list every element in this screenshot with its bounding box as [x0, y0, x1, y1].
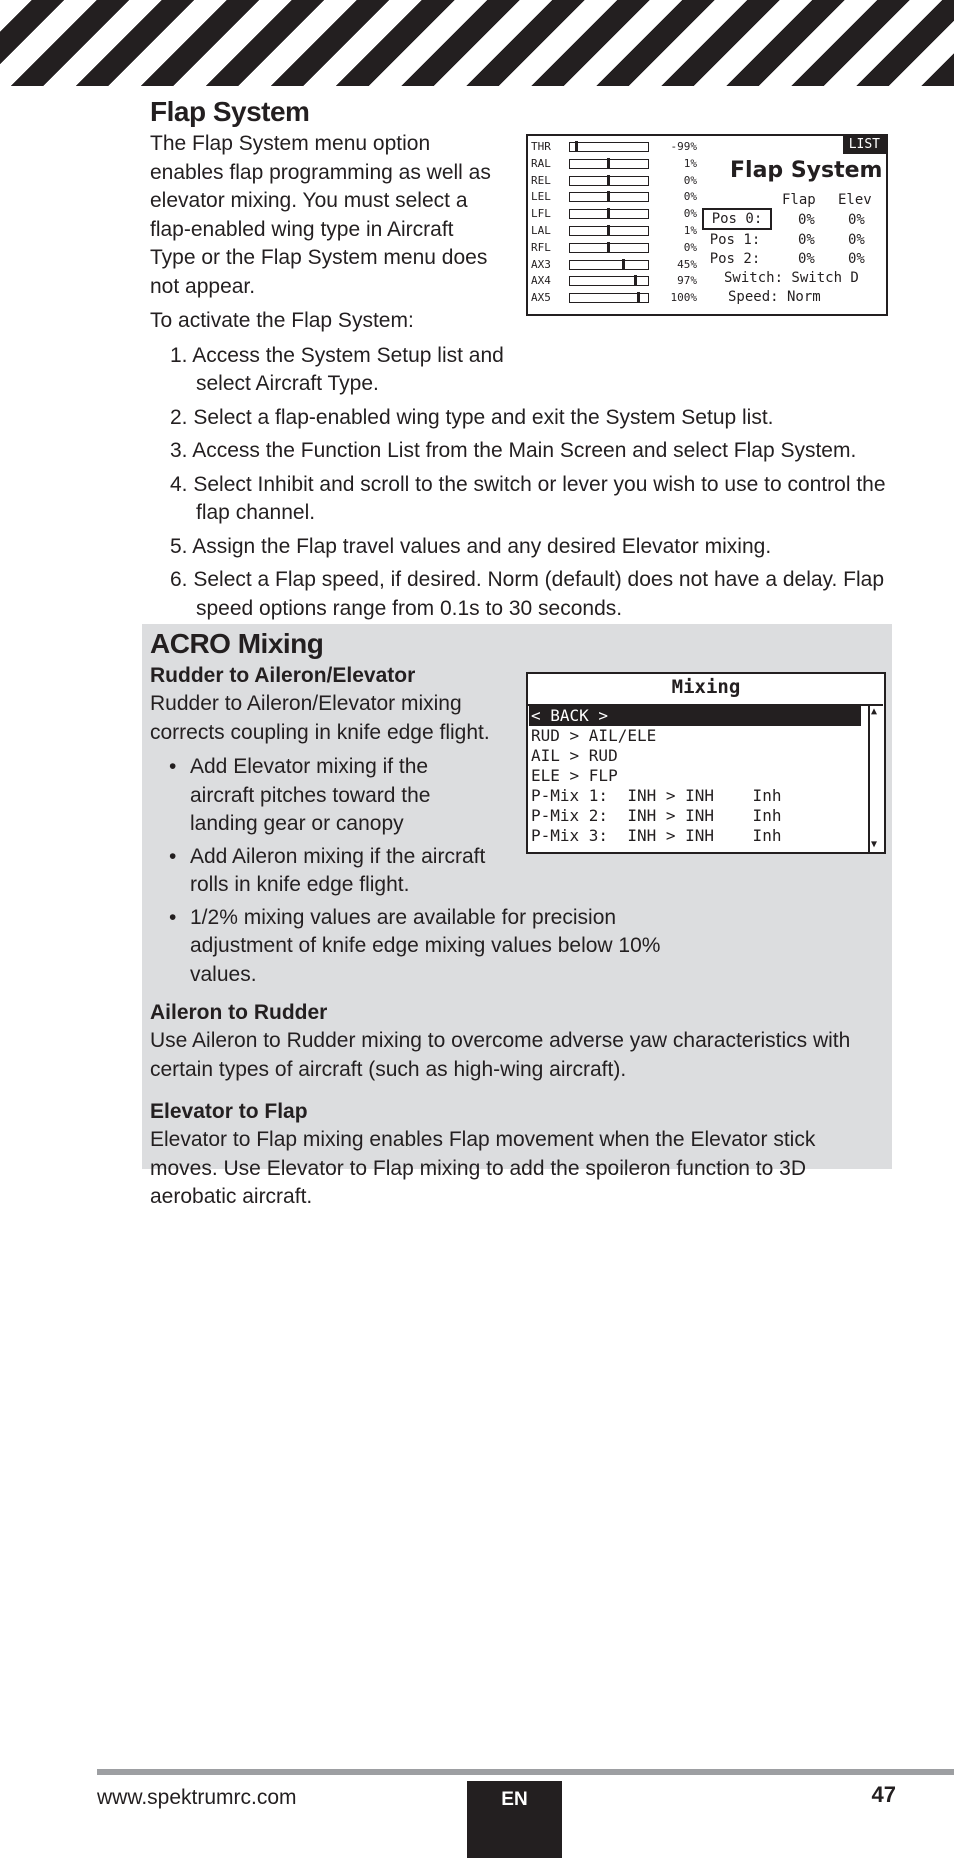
flap-activate-text: To activate the Flap System:: [150, 309, 414, 332]
channel-row: [531, 139, 701, 154]
pos-2-row: [698, 249, 884, 269]
flap-system-screen: [526, 134, 888, 316]
elev-column-header: Elev: [838, 192, 872, 208]
language-tab: EN: [467, 1781, 562, 1858]
pos-label: Pos 2:: [709, 251, 761, 267]
channel-row: [531, 290, 701, 305]
list-item: 2. Select a flap-enabled wing type and exit the System Setup list.: [170, 405, 774, 429]
channel-name: AX5: [531, 291, 551, 305]
pos-elev-value: 0%: [848, 251, 865, 267]
list-item: 4. Select Inhibit and scroll to the switch or lever you wish to use to control the flap channel.: [170, 472, 886, 524]
channel-marker: [622, 259, 625, 269]
pos-flap-value: 0%: [798, 251, 815, 267]
channel-marker: [575, 141, 578, 151]
channel-value: 1%: [683, 224, 697, 237]
list-item: • 1/2% mixing values are available for precision adjustment of knife edge mixing values below 10% values.: [169, 905, 661, 986]
channel-bar: [569, 159, 649, 169]
list-item: • Add Elevator mixing if the aircraft pitches toward the landing gear or canopy: [169, 755, 431, 835]
channel-name: RAL: [531, 156, 551, 170]
channel-value: 1%: [683, 156, 697, 170]
channel-name: AX3: [531, 257, 551, 271]
channel-name: LEL: [531, 190, 551, 204]
pos-flap-value: 0%: [798, 212, 815, 228]
mixing-screen: [526, 672, 886, 854]
list-item: 1. Access the System Setup list and select Aircraft Type.: [170, 343, 504, 395]
speed-setting: Speed: Norm: [728, 289, 821, 305]
channel-row: [531, 240, 701, 255]
elevator-to-flap-text: Elevator to Flap mixing enables Flap movement when the Elevator stick moves. Use Elevator to Flap mixing to add the spoileron function to 3D aerobatic aircraft.: [150, 1128, 816, 1208]
pos-elev-value: 0%: [848, 212, 865, 228]
list-item: 3. Access the Function List from the Main Screen and select Flap System.: [170, 439, 857, 462]
acro-mixing-heading: ACRO Mixing: [150, 628, 324, 659]
mix-row: ELE > FLP: [531, 766, 618, 785]
channel-row: [531, 223, 701, 238]
mix-row: P-Mix 3: INH > INH Inh: [531, 826, 782, 845]
channel-bar: [569, 260, 649, 270]
scrollbar: [868, 705, 884, 852]
channel-value: 0%: [683, 173, 697, 187]
pos-0-row: [698, 210, 884, 230]
channel-value: 97%: [677, 274, 697, 288]
pos-elev-value: 0%: [848, 232, 865, 248]
list-tag: LIST: [843, 136, 886, 154]
channel-marker: [607, 208, 610, 218]
pos-label: Pos 1:: [709, 232, 761, 248]
channel-bar: [569, 243, 649, 253]
rudder-to-aileron-heading: Rudder to Aileron/Elevator: [150, 664, 416, 687]
channel-marker: [607, 175, 610, 185]
channel-name: RFL: [531, 240, 551, 254]
footer-rule: [97, 1769, 954, 1775]
mixing-screen-title: Mixing: [671, 676, 741, 698]
channel-bar: [569, 176, 649, 186]
list-item: 5. Assign the Flap travel values and any desired Elevator mixing.: [170, 534, 772, 558]
channel-value: -99%: [670, 140, 697, 153]
channel-row: [531, 173, 701, 188]
flap-system-intro: The Flap System menu option enables flap programming as well as elevator mixing. You must select a flap-enabled wing type in Aircraft Type or the Flap System menu does not appear.: [150, 132, 491, 298]
list-item: • Add Aileron mixing if the aircraft rolls in knife edge flight.: [169, 844, 486, 896]
channel-bar: [569, 209, 649, 219]
channel-bar: [569, 293, 649, 303]
mix-row: AIL > RUD: [531, 746, 618, 765]
channel-marker: [607, 191, 610, 201]
channel-bar: [569, 142, 649, 152]
channel-name: LAL: [531, 224, 551, 237]
scroll-down-icon: ▼: [871, 839, 878, 850]
channel-bar: [569, 226, 649, 236]
elevator-to-flap-heading: Elevator to Flap: [150, 1100, 308, 1123]
channel-value: 0%: [683, 207, 697, 221]
channel-row: [531, 156, 701, 171]
channel-row: [531, 273, 701, 288]
channel-marker: [634, 275, 637, 285]
channel-name: LFL: [531, 207, 551, 221]
channel-name: THR: [531, 140, 551, 153]
mix-row: P-Mix 1: INH > INH Inh: [531, 786, 782, 805]
channel-marker: [607, 225, 610, 235]
scroll-up-icon: ▲: [871, 706, 878, 717]
channel-bar: [569, 276, 649, 286]
pos-1-row: [698, 230, 884, 250]
channel-value: 0%: [683, 240, 697, 254]
channel-row: [531, 257, 701, 272]
rudder-to-aileron-text: Rudder to Aileron/Elevator mixing corrects coupling in knife edge flight.: [150, 692, 490, 744]
mix-row: P-Mix 2: INH > INH Inh: [531, 806, 782, 825]
channel-value: 100%: [670, 291, 697, 305]
aileron-to-rudder-text: Use Aileron to Rudder mixing to overcome adverse yaw characteristics with certain types of aircraft (such as high-wing aircraft).: [150, 1029, 851, 1081]
channel-name: AX4: [531, 274, 551, 288]
mix-row: RUD > AIL/ELE: [531, 726, 657, 745]
flap-system-heading: Flap System: [150, 96, 310, 127]
channel-marker: [607, 242, 610, 252]
channel-bar: [569, 192, 649, 202]
flap-screen-title: Flap System: [730, 158, 883, 183]
list-item: 6. Select a Flap speed, if desired. Norm (default) does not have a delay. Flap speed options range from 0.1s to 30 seconds.: [170, 568, 884, 620]
switch-setting: Switch: Switch D: [724, 270, 859, 286]
aileron-to-rudder-heading: Aileron to Rudder: [150, 1001, 328, 1024]
flap-steps-list: [150, 342, 890, 624]
channel-marker: [637, 292, 640, 302]
page-number: 47: [871, 1782, 896, 1807]
hazard-stripe-banner: [0, 0, 954, 86]
channel-marker: [607, 158, 610, 168]
pos-flap-value: 0%: [798, 232, 815, 248]
mix-row-back: < BACK >: [529, 706, 861, 726]
channel-row: [531, 206, 701, 221]
flap-column-header: Flap: [782, 192, 816, 208]
channel-value: 45%: [677, 257, 697, 271]
channel-name: REL: [531, 173, 551, 187]
footer-url: www.spektrumrc.com: [97, 1786, 297, 1809]
channel-row: [531, 189, 701, 204]
channel-value: 0%: [683, 190, 697, 204]
pos-label: Pos 0:: [702, 208, 772, 230]
